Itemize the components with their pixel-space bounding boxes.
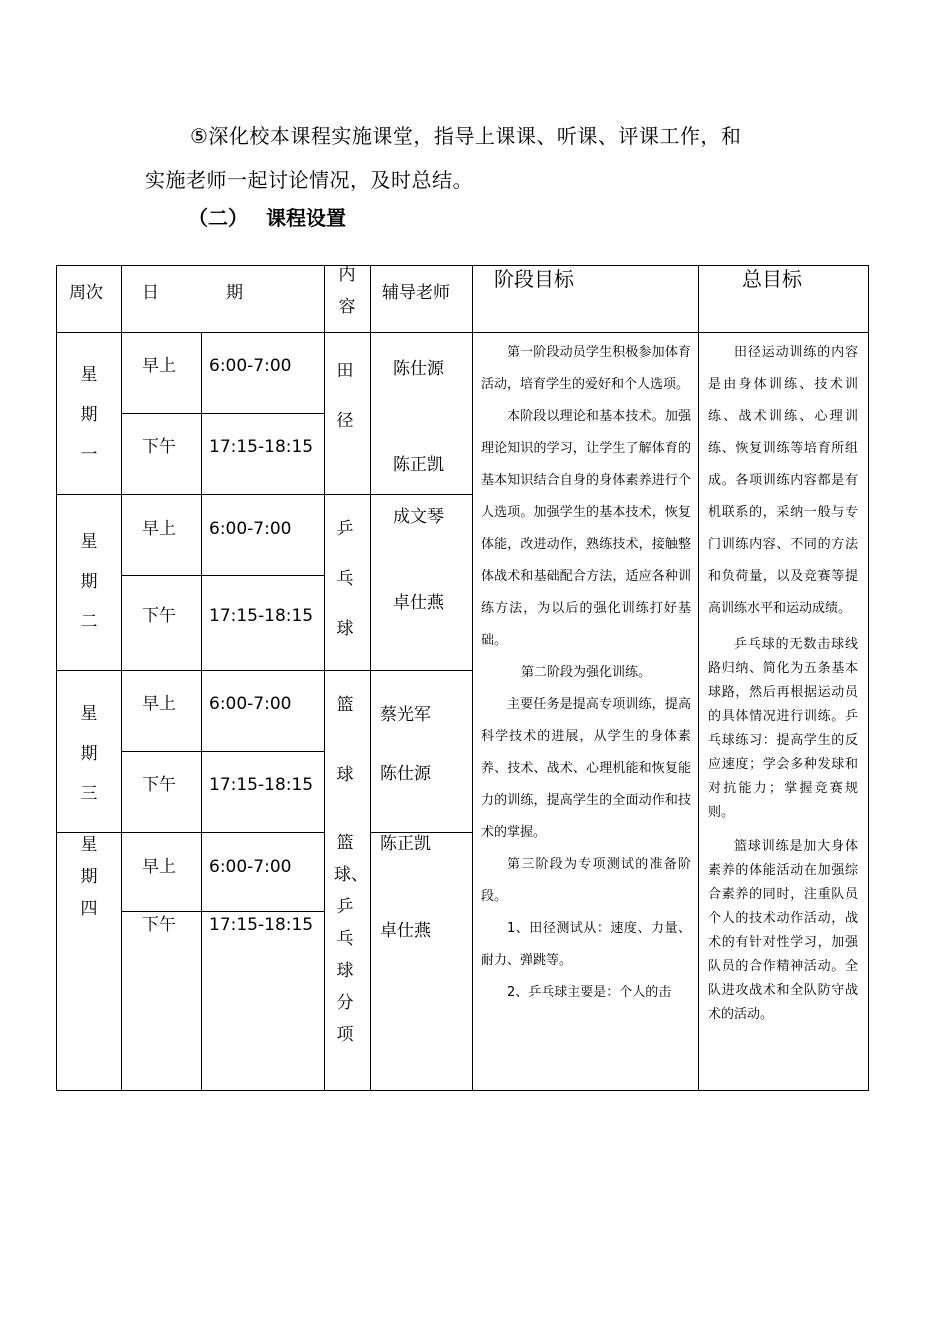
section-title: 课程设置: [266, 206, 346, 230]
stage-goal-text: [481, 337, 691, 1009]
paragraph-item5-line2: 实施老师一起讨论情况，及时总结。: [145, 168, 473, 192]
period-afternoon-thu: 下午: [142, 915, 176, 935]
content-wed: 篮球: [336, 695, 354, 785]
time-morning-wed: 6:00-7:00: [209, 694, 292, 714]
period-morning-thu: 早上: [142, 857, 176, 877]
header-divider: [56, 332, 869, 333]
period-morning-mon: 早上: [142, 356, 176, 376]
col-line-period: [201, 332, 202, 1091]
teacher-mon-2: 陈正凯: [393, 455, 444, 475]
col-line-teacher: [472, 265, 473, 1091]
row-line-tue-split: [121, 575, 325, 576]
time-morning-tue: 6:00-7:00: [209, 519, 292, 539]
teacher-mon-1: 陈仕源: [393, 359, 444, 379]
col-line-goal: [698, 265, 699, 1091]
total-goal-text: [708, 337, 858, 1027]
stage-goal-para: 2、乒乓球主要是：个人的击: [507, 985, 672, 1000]
section-number: （二）: [188, 206, 248, 230]
period-afternoon-mon: 下午: [142, 437, 176, 457]
time-morning-mon: 6:00-7:00: [209, 356, 292, 376]
period-morning-wed: 早上: [142, 694, 176, 714]
header-teacher: 辅导老师: [382, 283, 450, 303]
stage-goal-para: 主要任务是提高专项训练，提高科学技术的进展，从学生的身体素养、技术、战术、心理机能和恢复能力的训练，提高学生的全面动作和技术的掌握。: [481, 697, 691, 840]
week-label-tue: 星期二: [80, 532, 98, 632]
paragraph-item5-line1: ⑤深化校本课程实施课堂，指导上课课、听课、评课工作，和: [190, 124, 742, 148]
section-heading: [188, 196, 346, 240]
header-stage-goal: 阶段目标: [494, 267, 574, 291]
row-line-week2: [56, 670, 473, 671]
total-goal-para: 田径运动训练的内容是由身体训练、技术训练、战术训练、心理训练、恢复训练等培育所组成。各项训练内容都是有机联系的，采纳一般与专门训练内容、不同的方法和负荷量，以及竞赛等提高训练水平和运动成绩。: [708, 345, 858, 616]
header-date-b: 期: [226, 283, 243, 303]
table-border-top: [56, 265, 869, 266]
time-morning-thu: 6:00-7:00: [209, 857, 292, 877]
teacher-tue-1: 成文琴: [393, 507, 444, 527]
header-date-a: 日: [142, 283, 159, 303]
week-label-mon: 星期一: [80, 365, 98, 465]
teacher-tue-2: 卓仕燕: [393, 593, 444, 613]
content-tue: 乒乓球: [336, 519, 354, 639]
time-afternoon-wed: 17:15-18:15: [209, 775, 314, 795]
header-week: 周次: [69, 283, 103, 303]
row-line-mon-split: [121, 413, 325, 414]
stage-goal-para: 本阶段以理论和基本技术。加强理论知识的学习，让学生了解体育的基本知识结合自身的身体素养进行个人选项。加强学生的基本技术，恢复体能，改进动作，熟练技术，接触整体战术和基础配合方法，适应各种训练方法，为以后的强化训练打好基础。: [481, 409, 691, 648]
header-content: 内容: [338, 265, 356, 317]
table-border-left: [56, 265, 57, 1091]
week-label-wed: 星期三: [80, 704, 98, 804]
col-line-content: [370, 265, 371, 1091]
row-line-week1: [56, 494, 473, 495]
content-mon: 田径: [336, 361, 354, 431]
teacher-wed-2: 陈仕源: [380, 764, 431, 784]
total-goal-para: 乒乓球的无数击球线路归纳、简化为五条基本球路，然后再根据运动员的具体情况进行训练。乒乓球练习：提高学生的反应速度；学会多种发球和对抗能力；掌握竞赛规则。: [708, 637, 858, 820]
week-label-thu: 星期四: [80, 835, 98, 919]
teacher-thu-1: 陈正凯: [380, 834, 431, 854]
col-line-week: [121, 265, 122, 1091]
time-afternoon-mon: 17:15-18:15: [209, 437, 314, 457]
content-thu: 篮球、乒乓球分项: [334, 833, 368, 1045]
teacher-wed-1: 蔡光军: [380, 705, 431, 725]
row-line-thu-split: [121, 911, 325, 912]
course-schedule-table: [56, 265, 869, 1091]
time-afternoon-thu: 17:15-18:15: [209, 915, 314, 935]
table-border-right: [868, 265, 869, 1091]
teacher-thu-2: 卓仕燕: [380, 921, 431, 941]
stage-goal-para: 第三阶段为专项测试的准备阶段。: [481, 857, 691, 904]
stage-goal-para: 第二阶段为强化训练。: [520, 665, 651, 680]
stage-goal-para: 1、田径测试从：速度、力量、耐力、弹跳等。: [481, 921, 691, 968]
stage-goal-para: 第一阶段动员学生积极参加体育活动，培育学生的爱好和个人选项。: [481, 345, 691, 392]
row-line-wed-split: [121, 751, 325, 752]
col-line-time: [324, 265, 325, 1091]
total-goal-para: 篮球训练是加大身体素养的体能活动在加强综合素养的同时，注重队员个人的技术动作活动，战术的有针对性学习，加强队员的合作精神活动。全队进攻战术和全队防守战术的活动。: [708, 839, 858, 1022]
table-border-bottom: [56, 1090, 869, 1091]
period-morning-tue: 早上: [142, 519, 176, 539]
time-afternoon-tue: 17:15-18:15: [209, 606, 314, 626]
period-afternoon-tue: 下午: [142, 606, 176, 626]
period-afternoon-wed: 下午: [142, 775, 176, 795]
header-total-goal: 总目标: [742, 267, 802, 291]
